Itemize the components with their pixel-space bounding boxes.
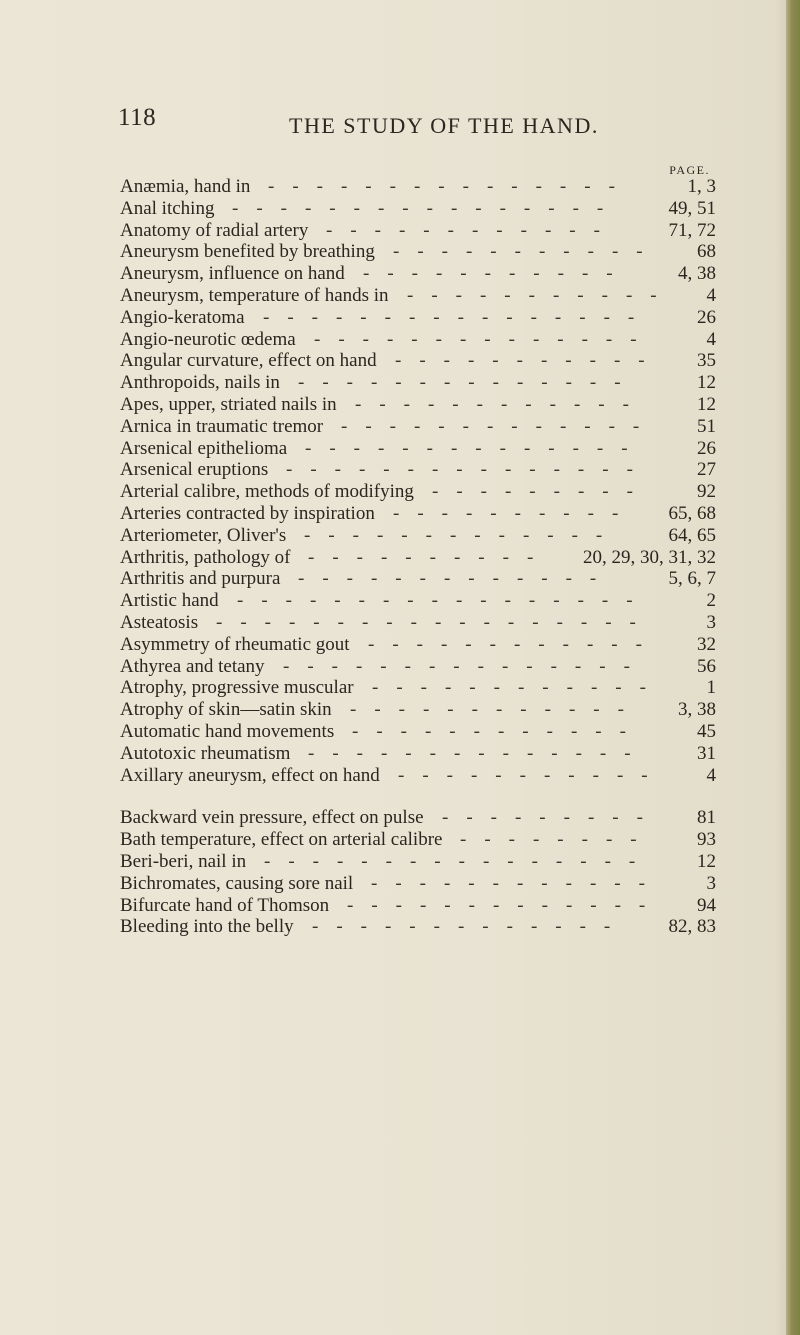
- index-entry: [120, 503, 716, 525]
- leader-dashes: -----------: [398, 764, 666, 786]
- page-references: 32: [697, 633, 716, 655]
- page-references: 92: [697, 481, 716, 503]
- leader-dashes: ------------: [350, 699, 642, 721]
- page-references: 3, 38: [678, 699, 716, 721]
- leader-dashes: ----------------: [264, 850, 654, 872]
- index-entry: [120, 481, 716, 503]
- leader-dashes: --------------: [314, 328, 655, 350]
- index-term: Arsenical epithelioma: [120, 437, 288, 459]
- index-entry: [120, 198, 716, 220]
- index-term: Bath temperature, effect on arterial calibre: [120, 829, 443, 851]
- leader-dashes: ------------------: [216, 611, 654, 633]
- index-entry: [120, 916, 716, 938]
- page-references: 31: [697, 742, 716, 764]
- page-references: 2: [706, 590, 716, 612]
- page-references: 12: [697, 850, 716, 872]
- leader-dashes: ------------: [368, 633, 660, 655]
- index-entry: [120, 220, 716, 242]
- page-edge: [786, 0, 800, 1335]
- leader-dashes: -------------: [312, 916, 629, 938]
- index-term: Axillary aneurysm, effect on hand: [120, 764, 380, 786]
- index-term: Anæmia, hand in: [120, 176, 251, 197]
- leader-dashes: --------------: [308, 742, 649, 764]
- leader-dashes: --------------: [298, 372, 639, 394]
- index-term: Anatomy of radial artery: [120, 219, 309, 241]
- leader-dashes: --------: [460, 829, 655, 851]
- index-entry: [120, 873, 716, 895]
- index-entry: [120, 263, 716, 285]
- index-term: Arthritis, pathology of: [120, 546, 291, 568]
- index-term: Asymmetry of rheumatic gout: [120, 633, 350, 655]
- page-references: 56: [697, 655, 716, 677]
- page-references: 49, 51: [668, 197, 716, 219]
- index-term: Artistic hand: [120, 590, 219, 612]
- index-entry: [120, 807, 716, 829]
- index-term: Arterial calibre, methods of modifying: [120, 481, 414, 503]
- page-references: 81: [697, 807, 716, 829]
- index-term: Arteriometer, Oliver's: [120, 524, 287, 546]
- index-entry: [120, 350, 716, 372]
- index-entry: [120, 656, 716, 678]
- leader-dashes: ---------------: [268, 176, 633, 197]
- index-term: Bifurcate hand of Thomson: [120, 894, 330, 916]
- page-references: 93: [697, 829, 716, 851]
- index-entry: [120, 547, 716, 569]
- running-title: THE STUDY OF THE HAND.: [289, 113, 599, 138]
- index-term: Arthritis and purpura: [120, 568, 281, 590]
- index-term: Apes, upper, striated nails in: [120, 393, 337, 415]
- page-references: 3: [706, 611, 716, 633]
- index-term: Angio-keratoma: [120, 306, 245, 328]
- leader-dashes: ---------------: [286, 459, 651, 481]
- index-term: Anthropoids, nails in: [120, 372, 280, 394]
- page-references: 12: [697, 372, 716, 394]
- page-references: 68: [697, 241, 716, 263]
- page-references: 4: [706, 328, 716, 350]
- page-references: 64, 65: [668, 524, 716, 546]
- leader-dashes: ------------: [371, 872, 663, 894]
- index-term: Bichromates, causing sore nail: [120, 872, 354, 894]
- page-references: 4: [706, 284, 716, 306]
- index-entry: [120, 394, 716, 416]
- page-column-heading: PAGE.: [669, 163, 710, 177]
- page-references: 45: [697, 720, 716, 742]
- index-entry: [120, 285, 716, 307]
- leader-dashes: ----------------: [232, 197, 622, 219]
- index-term: Asteatosis: [120, 611, 199, 633]
- page-number: 118: [118, 104, 157, 131]
- page-references: 20, 29, 30, 31, 32: [583, 546, 716, 568]
- leader-dashes: -----------: [395, 350, 663, 372]
- page-references: 3: [706, 872, 716, 894]
- leader-dashes: ------------: [355, 393, 647, 415]
- leader-dashes: ---------: [442, 807, 661, 829]
- leader-dashes: ---------------: [283, 655, 648, 677]
- page-references: 4, 38: [678, 263, 716, 285]
- index-entries: [120, 176, 716, 938]
- leader-dashes: -------------: [347, 894, 664, 916]
- index-entry: [120, 459, 716, 481]
- page-references: 1: [706, 677, 716, 699]
- leader-dashes: -----------: [393, 241, 661, 263]
- leader-dashes: -------------: [298, 568, 615, 590]
- leader-dashes: ---------: [432, 481, 651, 503]
- leader-dashes: -----------: [363, 263, 631, 285]
- page-references: 5, 6, 7: [668, 568, 716, 590]
- page-references: 26: [697, 437, 716, 459]
- leader-dashes: ----------: [308, 546, 552, 568]
- index-term: Automatic hand movements: [120, 720, 335, 742]
- index-entry: [120, 765, 716, 787]
- index-entry: [120, 307, 716, 329]
- page-references: 82, 83: [668, 916, 716, 938]
- index-term: Beri-beri, nail in: [120, 850, 247, 872]
- index-entry: [120, 372, 716, 394]
- leader-dashes: -----------------: [237, 590, 651, 612]
- leader-dashes: -----------: [407, 284, 675, 306]
- page-references: 35: [697, 350, 716, 372]
- page-references: 94: [697, 894, 716, 916]
- index-entry: [120, 612, 716, 634]
- leader-dashes: ------------: [326, 219, 618, 241]
- leader-dashes: ------------: [352, 720, 644, 742]
- page-references: 4: [706, 764, 716, 786]
- index-entry: [120, 721, 716, 743]
- leader-dashes: ----------------: [263, 306, 653, 328]
- index-term: Athyrea and tetany: [120, 655, 265, 677]
- index-term: Arteries contracted by inspiration: [120, 502, 375, 524]
- index-term: Angio-neurotic œdema: [120, 328, 296, 350]
- index-entry: [120, 743, 716, 765]
- index-group-b: [120, 807, 716, 938]
- index-term: Arnica in traumatic tremor: [120, 415, 324, 437]
- index-term: Atrophy, progressive muscular: [120, 677, 354, 699]
- index-term: Aneurysm benefited by breathing: [120, 241, 375, 263]
- index-term: Autotoxic rheumatism: [120, 742, 291, 764]
- index-entry: [120, 438, 716, 460]
- index-term: Arsenical eruptions: [120, 459, 269, 481]
- leader-dashes: -------------: [341, 415, 658, 437]
- index-entry: [120, 329, 716, 351]
- index-entry: [120, 851, 716, 873]
- leader-dashes: ----------: [393, 502, 637, 524]
- index-term: Atrophy of skin—satin skin: [120, 699, 332, 721]
- index-entry: [120, 895, 716, 917]
- index-term: Anal itching: [120, 197, 215, 219]
- index-term: Aneurysm, temperature of hands in: [120, 284, 389, 306]
- page-references: 51: [697, 415, 716, 437]
- page-references: 27: [697, 459, 716, 481]
- leader-dashes: -------------: [304, 524, 621, 546]
- page-references: 71, 72: [668, 219, 716, 241]
- leader-dashes: ------------: [372, 677, 664, 699]
- page-references: 1, 3: [687, 176, 716, 197]
- index-entry: [120, 525, 716, 547]
- index-term: Bleeding into the belly: [120, 916, 294, 938]
- page-references: 12: [697, 393, 716, 415]
- index-term: Backward vein pressure, effect on pulse: [120, 807, 424, 829]
- index-entry: [120, 699, 716, 721]
- index-entry: [120, 829, 716, 851]
- page-references: 26: [697, 306, 716, 328]
- leader-dashes: --------------: [305, 437, 646, 459]
- page-references: 65, 68: [668, 502, 716, 524]
- index-entry: [120, 176, 716, 198]
- index-entry: [120, 568, 716, 590]
- index-entry: [120, 416, 716, 438]
- group-spacer: [120, 786, 716, 807]
- index-group-a: [120, 176, 716, 786]
- index-entry: [120, 241, 716, 263]
- index-entry: [120, 634, 716, 656]
- index-term: Angular curvature, effect on hand: [120, 350, 377, 372]
- index-entry: [120, 677, 716, 699]
- index-entry: [120, 590, 716, 612]
- index-term: Aneurysm, influence on hand: [120, 263, 345, 285]
